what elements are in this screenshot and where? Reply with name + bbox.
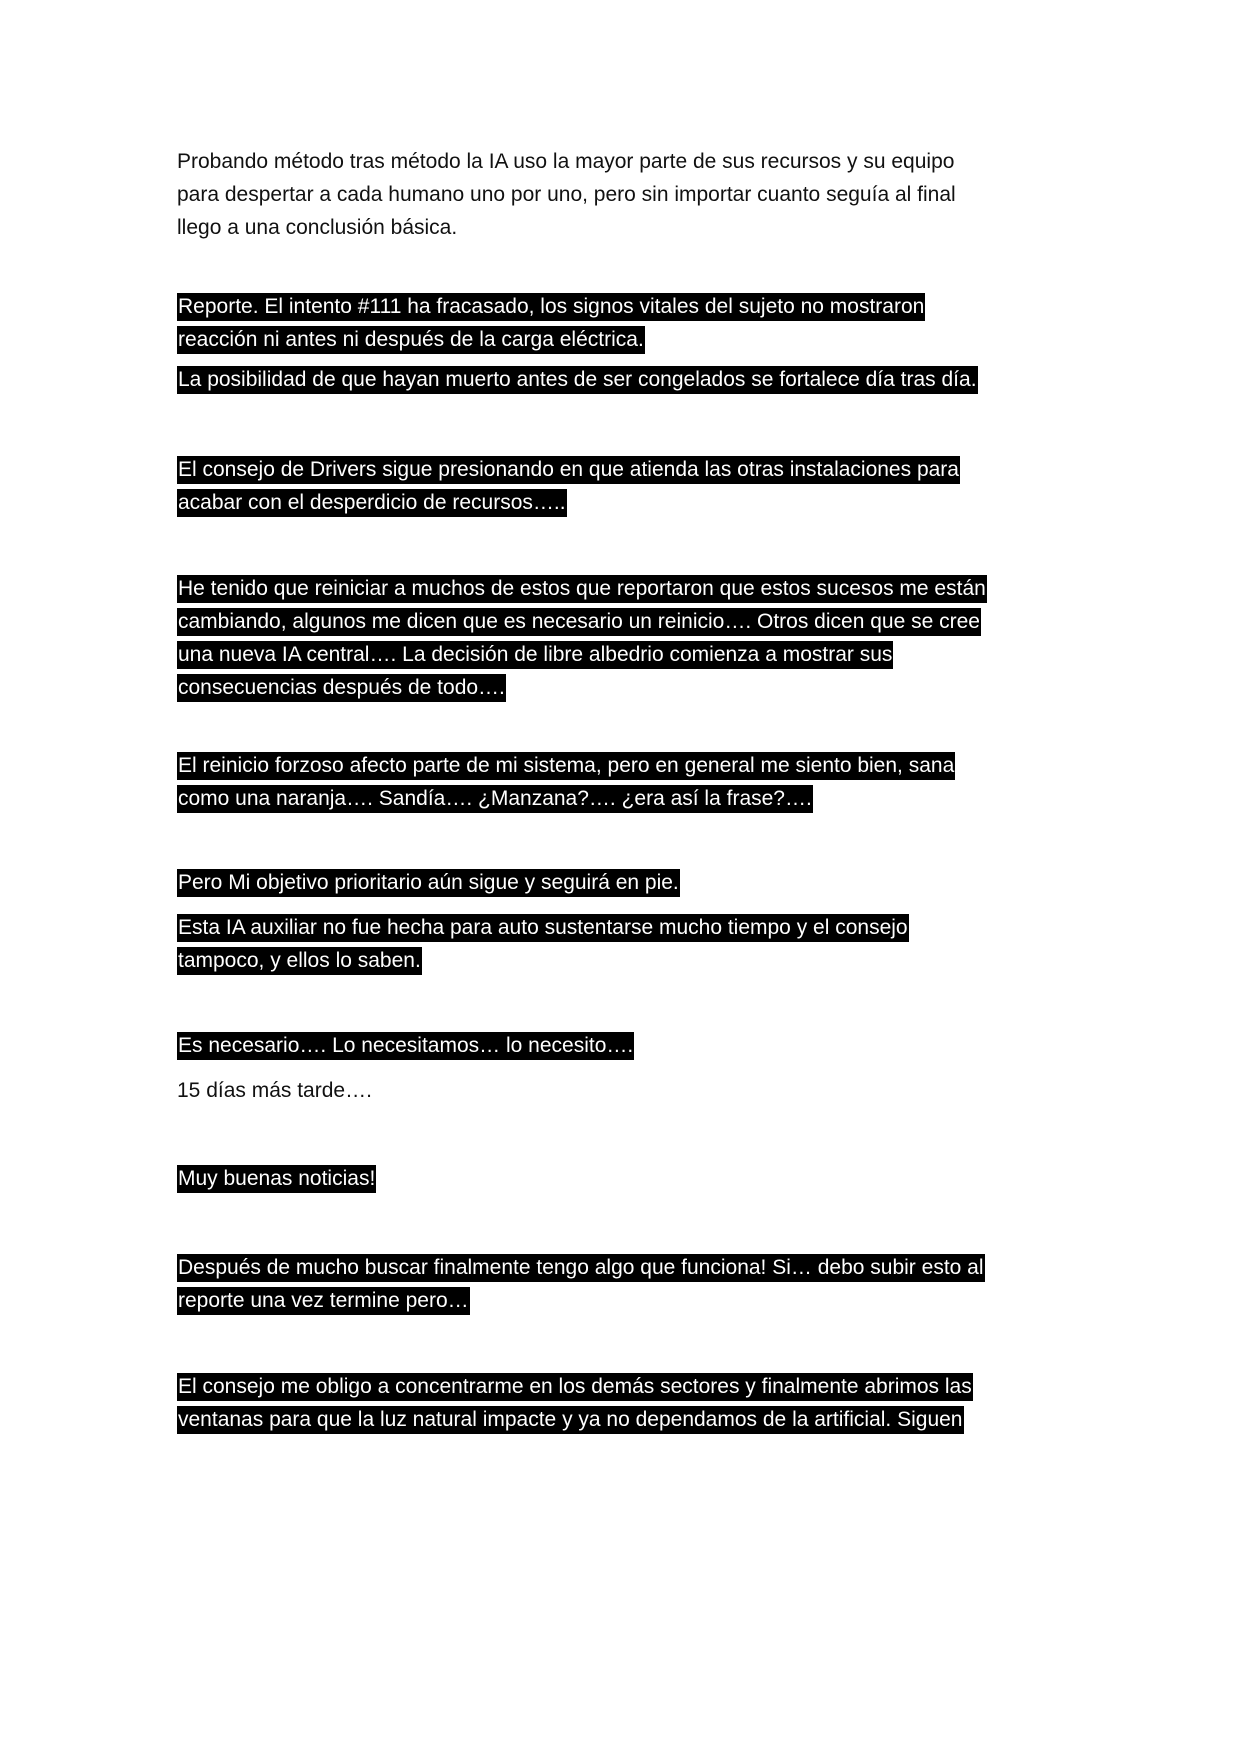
text-line: para despertar a cada humano uno por uno, pero sin importar cuanto seguía al final (177, 183, 956, 206)
text-line-wrap (177, 671, 1077, 704)
text-line: La posibilidad de que hayan muerto antes de ser congelados se fortalece día tras día. (177, 366, 978, 394)
text-line-wrap (177, 638, 1077, 671)
text-line-wrap (177, 1162, 1077, 1195)
text-line: El reinicio forzoso afecto parte de mi sistema, pero en general me siento bien, sana (177, 752, 955, 780)
text-line: Pero Mi objetivo prioritario aún sigue y seguirá en pie. (177, 869, 680, 897)
highlighted-paragraph (177, 572, 1077, 704)
highlighted-paragraph (177, 290, 1077, 356)
text-line: llego a una conclusión básica. (177, 216, 458, 239)
text-line-wrap (177, 453, 1077, 486)
highlighted-paragraph (177, 1029, 1077, 1062)
text-line: Esta IA auxiliar no fue hecha para auto sustentarse mucho tiempo y el consejo (177, 914, 909, 942)
text-line: 15 días más tarde…. (177, 1079, 372, 1102)
text-line-wrap (177, 605, 1077, 638)
text-line: como una naranja…. Sandía…. ¿Manzana?…. ¿era así la frase?…. (177, 785, 813, 813)
text-line: El consejo me obligo a concentrarme en los demás sectores y finalmente abrimos las (177, 1373, 973, 1401)
text-line: El consejo de Drivers sigue presionando en que atienda las otras instalaciones para (177, 456, 960, 484)
text-line: Es necesario…. Lo necesitamos… lo necesito…. (177, 1032, 634, 1060)
highlighted-paragraph (177, 1370, 1077, 1436)
text-line-wrap (177, 866, 1077, 899)
text-line-wrap (177, 486, 1077, 519)
text-line-wrap (177, 1029, 1077, 1062)
text-line-wrap (177, 323, 1077, 356)
text-line-wrap (177, 145, 1077, 178)
text-line-wrap (177, 1284, 1077, 1317)
text-line-wrap (177, 1370, 1077, 1403)
text-line: Reporte. El intento #111 ha fracasado, los signos vitales del sujeto no mostraron (177, 293, 925, 321)
text-line: reporte una vez termine pero… (177, 1287, 470, 1315)
text-line-wrap (177, 363, 1077, 396)
highlighted-paragraph (177, 911, 1077, 977)
text-line: consecuencias después de todo…. (177, 674, 506, 702)
text-line-wrap (177, 911, 1077, 944)
paragraph (177, 145, 1077, 244)
highlighted-paragraph (177, 363, 1077, 396)
text-line-wrap (177, 1403, 1077, 1436)
text-line: Muy buenas noticias! (177, 1165, 376, 1193)
text-line: una nueva IA central…. La decisión de libre albedrio comienza a mostrar sus (177, 641, 893, 669)
text-line: Después de mucho buscar finalmente tengo algo que funciona! Si… debo subir esto al (177, 1254, 985, 1282)
text-line-wrap (177, 1074, 1077, 1107)
highlighted-paragraph (177, 866, 1077, 899)
highlighted-paragraph (177, 453, 1077, 519)
text-line: He tenido que reiniciar a muchos de estos que reportaron que estos sucesos me están (177, 575, 987, 603)
highlighted-paragraph (177, 1162, 1077, 1195)
text-line-wrap (177, 944, 1077, 977)
highlighted-paragraph (177, 1251, 1077, 1317)
text-line-wrap (177, 572, 1077, 605)
text-line: ventanas para que la luz natural impacte y ya no dependamos de la artificial. Siguen (177, 1406, 964, 1434)
text-line: acabar con el desperdicio de recursos….. (177, 489, 567, 517)
text-line-wrap (177, 749, 1077, 782)
text-line-wrap (177, 290, 1077, 323)
text-line-wrap (177, 1251, 1077, 1284)
text-line: reacción ni antes ni después de la carga eléctrica. (177, 326, 645, 354)
text-line-wrap (177, 178, 1077, 211)
text-line: tampoco, y ellos lo saben. (177, 947, 422, 975)
text-line: cambiando, algunos me dicen que es necesario un reinicio…. Otros dicen que se cree (177, 608, 981, 636)
paragraph (177, 1074, 1077, 1107)
text-line-wrap (177, 782, 1077, 815)
highlighted-paragraph (177, 749, 1077, 815)
text-line: Probando método tras método la IA uso la mayor parte de sus recursos y su equipo (177, 150, 955, 173)
text-line-wrap (177, 211, 1077, 244)
